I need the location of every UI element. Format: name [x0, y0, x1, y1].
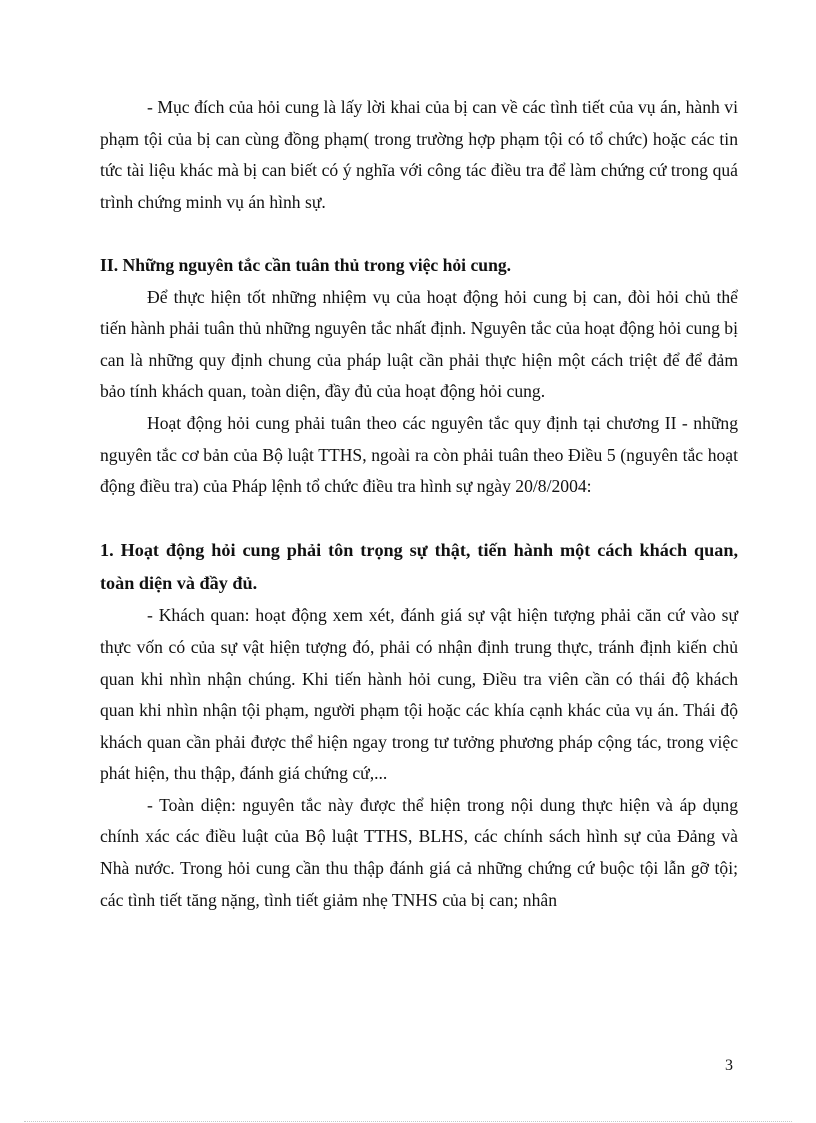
page-bottom-divider: [24, 1121, 792, 1122]
subsection-heading-1: 1. Hoạt động hỏi cung phải tôn trọng sự thật, tiến hành một cách khách quan, toàn diện và đầy đủ.: [100, 540, 738, 594]
section-ii-paragraph-2: Hoạt động hỏi cung phải tuân theo các nguyên tắc quy định tại chương II - những nguyên tắc cơ bản của Bộ luật TTHS, ngoài ra còn phải tuân theo Điều 5 (nguyên tắc hoạt động điều tra) của Pháp lệnh tổ chức điều tra hình sự ngày 20/8/2004:: [100, 412, 738, 497]
page-body: [100, 92, 738, 916]
subsection-1-paragraph-comprehensive: - Toàn diện: nguyên tắc này được thể hiện trong nội dung thực hiện và áp dụng chính xác các điều luật của Bộ luật TTHS, BLHS, các chính sách hình sự của Đảng và Nhà nước. Trong hỏi cung cần thu thập đánh giá cả những chứng cứ buộc tội lẫn gỡ tội; các tình tiết tăng nặng, tình tiết giảm nhẹ TNHS của bị can; nhân: [100, 794, 738, 910]
intro-paragraph: - Mục đích của hỏi cung là lấy lời khai của bị can về các tình tiết của vụ án, hành vi phạm tội của bị can cùng đồng phạm( trong trường hợp phạm tội có tổ chức) hoặc các tin tức tài liệu khác mà bị can biết có ý nghĩa với công tác điều tra để làm chứng cứ trong quá trình chứng minh vụ án hình sự.: [100, 97, 738, 212]
section-heading-ii: II. Những nguyên tắc cần tuân thủ trong việc hỏi cung.: [100, 254, 512, 275]
subsection-1-paragraph-objective: - Khách quan: hoạt động xem xét, đánh giá sự vật hiện tượng phải căn cứ vào sự thực vốn có của sự vật hiện tượng đó, phải có nhận định trung thực, tránh định kiến chủ quan khi nhìn nhận chúng. Khi tiến hành hỏi cung, Điều tra viên cần có thái độ khách quan khi nhìn nhận tội phạm, người phạm tội hoặc các khía cạnh khác của vụ án. Thái độ khách quan cần phải được thể hiện ngay trong tư tưởng phương pháp cộng tác, trong việc phát hiện, thu thập, đánh giá chứng cứ,...: [100, 605, 738, 784]
section-ii-paragraph-1: Để thực hiện tốt những nhiệm vụ của hoạt động hỏi cung bị can, đòi hỏi chủ thể tiến hành phải tuân thủ những nguyên tắc nhất định. Nguyên tắc của hoạt động hỏi cung bị can là những quy định chung của pháp luật cần phải thực hiện một cách triệt để để đảm bảo tính khách quan, toàn diện, đầy đủ của hoạt động hỏi cung.: [100, 286, 738, 402]
page-number: 3: [725, 1057, 733, 1074]
